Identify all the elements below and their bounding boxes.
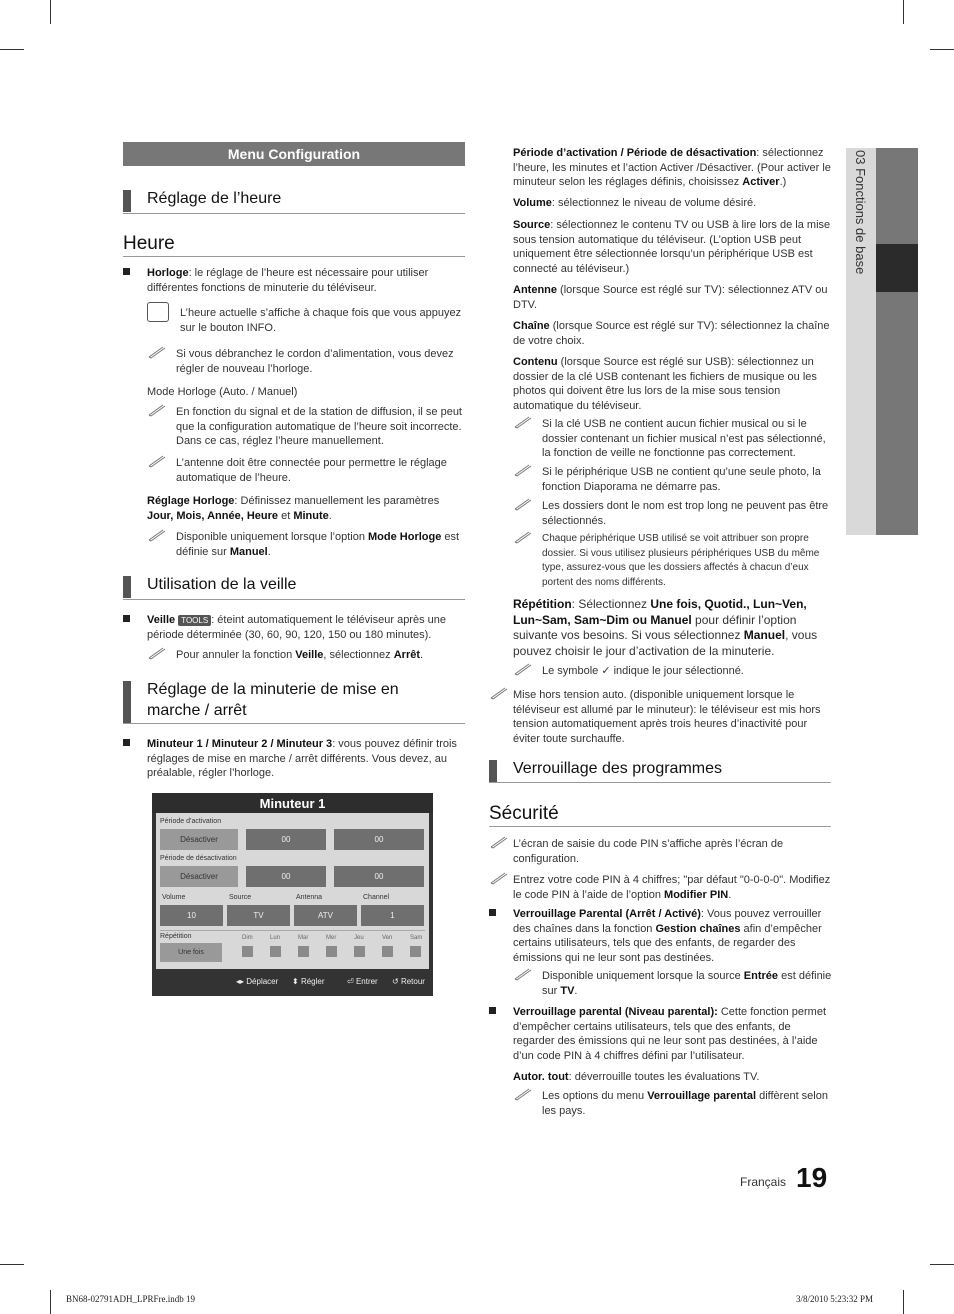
osd-antenna-label: Antenna [296,894,323,901]
note-dispo: Disponible uniquement lorsque l’option Mode Horloge est définie sur Manuel. [176,531,460,558]
osd-deactivation-label: Période de désactivation [160,855,237,862]
osd-screen [152,793,433,996]
osd-day-checkbox[interactable] [298,946,309,957]
para-timer: Minuteur 1 / Minuteur 2 / Minuteur 3: vous pouvez définir trois réglages de mise en marche / arrêt différents. Vous devez, au préalable, régler l’horloge. [147,738,457,779]
para-volume: Volume: sélectionnez le niveau de volume désiré. [513,197,757,209]
osd-repeat-select[interactable]: Une fois [160,943,222,962]
note-auto-off: Mise hors tension auto. (disponible uniquement lorsque le téléviseur est allumé par le minuteur): le téléviseur est mis hors tension automatiquement après trois heures d’inactivité pour éviter toute surchauffe. [513,689,821,745]
note-veille: Pour annuler la fonction Veille, sélectionnez Arrêt. [176,649,424,661]
para-chaine: Chaîne (lorsque Source est réglé sur TV): sélectionnez la chaîne de votre choix. [513,320,830,347]
divider [123,599,465,600]
note-antenna: L’antenne doit être connectée pour permettre le réglage automatique de l’heure. [176,457,447,484]
note-pencil-icon [147,528,167,542]
crop-mark [930,49,954,50]
bullet [489,1007,496,1014]
subtitle-bar [123,681,131,723]
subtitle-bar [123,576,131,598]
footer-date: 3/8/2010 5:23:32 PM [796,1294,874,1304]
para-antenne: Antenne (lorsque Source est réglé sur TV): sélectionnez ATV ou DTV. [513,284,828,311]
section-title-securite: Sécurité [489,803,559,824]
note-pencil-icon [147,345,167,359]
note-long-name: Les dossiers dont le nom est trop long ne peuvent pas être sélectionnés. [542,500,829,527]
note-pencil-icon [513,662,533,676]
osd-day-checkbox[interactable] [410,946,421,957]
para-verrouillage-parental: Verrouillage Parental (Arrêt / Activé): Vous pouvez verrouiller des chaînes dans la fonction Gestion chaînes afin d’empêcher certains utilisateurs, tels que des enfants, de regarder des émissions qui ne leur sont pas destinées. [513,908,822,964]
return-icon: ↺ [392,977,399,986]
para-repetition: Répétition: Sélectionnez Une fois, Quotid., Lun~Ven, Lun~Sam, Sam~Dim ou Manuel pour définir l’option suivante vos besoins. Si vous sélectionnez Manuel, vous pouvez choisir le jour d’activation de la minuterie. [513,597,818,658]
note-pin-screen: L’écran de saisie du code PIN s’affiche après l’écran de configuration. [513,838,784,865]
bullet [123,739,130,746]
divider [489,782,831,783]
osd-volume-label: Volume [162,894,186,901]
osd-nav-enter: ⏎ Entrer [347,977,378,986]
osd-deactivation-select[interactable]: Désactiver [160,866,238,887]
subtitle-lock: Verrouillage des programmes [513,760,722,777]
mode-horloge-label: Mode Horloge (Auto. / Manuel) [147,386,298,398]
checkmark-icon: ✓ [601,665,611,677]
subtitle-time: Réglage de l’heure [147,190,282,207]
osd-day-label: Dim [242,935,253,941]
arrows-lr-icon: ◂▸ [236,977,245,986]
osd-day-checkbox[interactable] [354,946,365,957]
menu-header: Menu Configuration [123,142,465,166]
note-unplug: Si vous débranchez le cordon d’alimentation, vous devez régler de nouveau l’horloge. [176,348,454,375]
note-pencil-icon [513,530,533,544]
note-pencil-icon [513,463,533,477]
osd-title: Minuteur 1 [152,793,433,813]
osd-nav-bar [152,969,433,996]
divider [123,256,465,257]
osd-day-label: Mar [298,935,309,941]
osd-volume-value[interactable]: 10 [160,905,223,926]
para-niveau-parental: Verrouillage parental (Niveau parental): Cette fonction permet d’empêcher certains utilisateurs, tels que des enfants, de regarder des émissions qui ne leur sont pas destinées, à l’aide d’un code PIN à 4 chiffres défini par l’utilisateur. [513,1006,827,1062]
subtitle-bar [123,190,131,212]
para-source: Source: sélectionnez le contenu TV ou USB à lire lors de la mise sous tension automatique du téléviseur. (L’option USB peut uniquement être sélectionnée lorsqu’un périphérique USB est connecté au téléviseur.) [513,219,831,275]
note-pencil-icon [489,835,509,849]
note-usb-photo: Si le périphérique USB ne contient qu’une seule photo, la fonction Diaporama ne démarre pas. [542,466,821,493]
osd-channel-label: Channel [363,894,390,901]
osd-activation-select[interactable]: Désactiver [160,829,238,850]
bullet [123,615,130,622]
bullet [489,909,496,916]
note-pencil-icon [513,1087,533,1101]
osd-nav-move: ◂▸ Déplacer [236,977,279,986]
osd-day-label: Lun [270,935,281,941]
osd-deactivation-minute[interactable]: 00 [334,866,424,887]
osd-day-label: Jeu [354,935,364,941]
osd-day-checkbox[interactable] [326,946,337,957]
note-pencil-icon [147,646,167,660]
divider [489,826,831,827]
osd-day-checkbox[interactable] [382,946,393,957]
osd-repeat-label: Répétition [160,933,192,940]
osd-channel-value[interactable]: 1 [361,905,424,926]
bullet [123,268,130,275]
arrows-ud-icon: ⬍ [292,977,299,986]
note-pin-code: Entrez votre code PIN à 4 chiffres; "par défaut "0-0-0-0". Modifiez le code PIN à l’aide de l’option Modifier PIN. [513,874,831,901]
note-pencil-icon [489,871,509,885]
osd-activation-hour[interactable]: 00 [246,829,326,850]
osd-antenna-value[interactable]: ATV [294,905,357,926]
side-tab-stripe [876,148,918,535]
para-contenu: Contenu (lorsque Source est réglé sur USB): sélectionnez un dossier de la clé USB contenant les fichiers de musique ou les photos qui doivent être lus lors de la mise sous tension automatique du téléviseur. [513,356,817,412]
osd-day-checkbox[interactable] [270,946,281,957]
note-pencil-icon [513,497,533,511]
note-usb-music: Si la clé USB ne contient aucun fichier musical ou si le dossier contenant un fichier musical n’est pas sélectionné, la fonction de veille ne fonctionne pas correctement. [542,418,826,459]
para-periode: Période d’activation / Période de désactivation: sélectionnez l’heure, les minutes et l’action Activer /Désactiver. (Pour activer le minuteur selon les réglages définis, choisissez Activer.) [513,147,831,188]
osd-source-value[interactable]: TV [227,905,290,926]
crop-mark [903,0,904,24]
note-source-tv: Disponible uniquement lorsque la source Entrée est définie sur TV. [542,970,832,997]
subtitle-sleep: Utilisation de la veille [147,576,297,593]
para-veille: Veille TOOLS : éteint automatiquement le téléviseur après une période déterminée (30, 60, 90, 120, 150 ou 180 minutes). [147,614,446,641]
osd-day-label: Mer [326,935,337,941]
crop-mark [50,1290,51,1314]
side-tab-label: 03 Fonctions de base [853,150,868,275]
section-title-heure: Heure [123,233,175,254]
divider [123,723,465,724]
note-info: L’heure actuelle s’affiche à chaque fois que vous appuyez sur le bouton INFO. [180,307,462,334]
crop-mark [50,0,51,24]
subtitle-timer: Réglage de la minuterie de mise en marche / arrêt [147,681,399,719]
osd-deactivation-hour[interactable]: 00 [246,866,326,887]
enter-icon: ⏎ [347,977,354,986]
note-signal: En fonction du signal et de la station de diffusion, il se peut que la configuration automatique de l’heure soit incorrecte. Dans ce cas, réglez l’heure manuellement. [176,406,462,447]
side-tab-marker [876,244,918,292]
note-pencil-icon [489,686,509,700]
page-number: 19 [796,1162,828,1193]
osd-activation-minute[interactable]: 00 [334,829,424,850]
para-autor-tout: Autor. tout: déverrouille toutes les évaluations TV. [513,1071,760,1083]
note-usb-folder: Chaque périphérique USB utilisé se voit attribuer son propre dossier. Si vous utilisez plusieurs périphériques USB du même type, assurez-vous que les dossiers affectés à chacun d’eux portent des noms différents. [542,533,820,588]
para-horloge: Horloge: le réglage de l’heure est nécessaire pour utiliser différentes fonctions de minuterie du téléviseur. [147,267,429,294]
osd-source-label: Source [229,894,252,901]
osd-panel [156,813,429,969]
subtitle-bar [489,760,497,782]
crop-mark [930,1264,954,1265]
footer-language: Français [740,1175,787,1189]
crop-mark [0,1264,24,1265]
crop-mark [0,49,24,50]
divider [123,213,465,214]
note-pencil-icon [513,967,533,981]
footer-file: BN68-02791ADH_LPRFre.indb 19 [66,1294,196,1304]
crop-mark [903,1290,904,1314]
osd-divider [160,930,425,931]
para-reglage-horloge: Réglage Horloge: Définissez manuellement les paramètres Jour, Mois, Année, Heure et Minute. [147,495,440,522]
note-pencil-icon [513,415,533,429]
osd-day-label: Ven [382,935,393,941]
note-country: Les options du menu Verrouillage parental diffèrent selon les pays. [542,1090,828,1117]
osd-day-label: Sam [410,935,423,941]
tools-badge: TOOLS [178,615,211,626]
remote-button-icon [147,302,169,322]
note-pencil-icon [147,454,167,468]
note-symbol: Le symbole ✓ indique le jour sélectionné. [542,665,744,677]
osd-day-checkbox[interactable] [242,946,253,957]
osd-nav-adjust: ⬍ Régler [292,977,325,986]
osd-nav-back: ↺ Retour [392,977,425,986]
note-pencil-icon [147,403,167,417]
osd-activation-label: Période d’activation [160,818,222,825]
